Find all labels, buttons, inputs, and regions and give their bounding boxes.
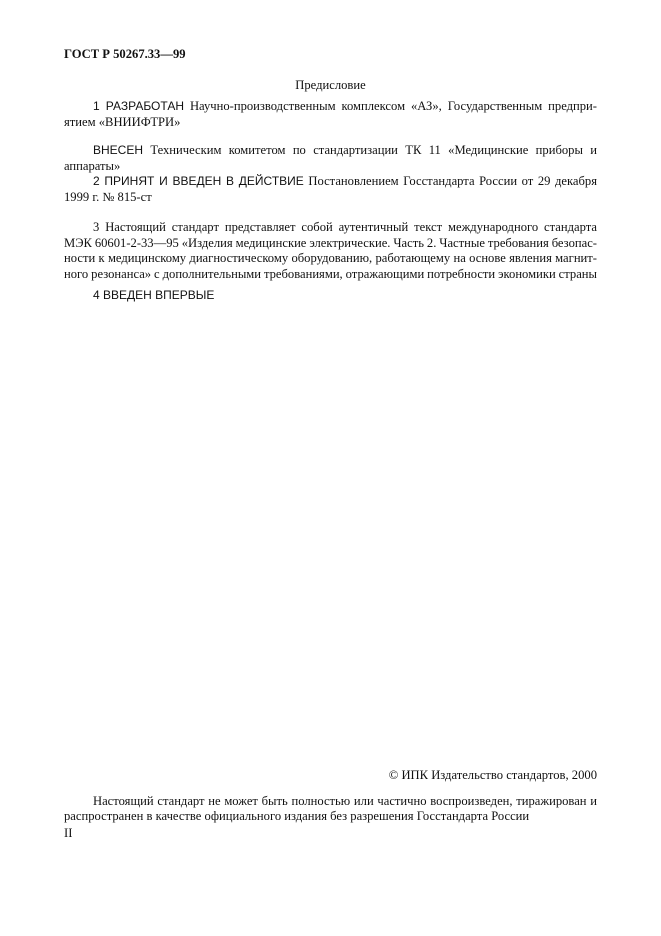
paragraph-text: Научно-производственным комплексом «АЗ», Государственным предпри-: [184, 99, 597, 113]
justified-line: [93, 143, 597, 158]
paragraph-1-line-2: ятием «ВНИИФТРИ»: [64, 115, 181, 129]
justified-line: 3 Настоящий стандарт представляет собой аутентичный текст международного стандарта: [93, 220, 597, 234]
paragraph-4-line-1: [64, 220, 597, 235]
paragraph-4-line-3: [64, 251, 597, 266]
notice-line-2: распространен в качестве официального издания без разрешения Госстандарта России: [64, 809, 530, 823]
paragraph-2-line-1: [64, 143, 597, 158]
copyright: © ИПК Издательство стандартов, 2000: [388, 768, 597, 782]
section-title: Предисловие: [295, 78, 366, 92]
paragraph-text: Постановлением Госстандарта России от 29 декабря: [303, 174, 598, 188]
paragraph-label: ВНЕСЕН: [93, 143, 144, 157]
justified-line: ности к медицинскому диагностическому оборудованию, работающему на основе явления магнит-: [64, 251, 597, 265]
paragraph-2-line-2: аппараты»: [64, 159, 121, 173]
paragraph-text: Техническим комитетом по стандартизации ТК 11 «Медицинские приборы и: [143, 143, 597, 157]
justified-line: Настоящий стандарт не может быть полностью или частично воспроизведен, тиражирован и: [93, 794, 597, 808]
paragraph-label: 1 РАЗРАБОТАН: [93, 99, 184, 113]
paragraph-5: [64, 288, 597, 303]
paragraph-4-line-4: [64, 267, 597, 282]
document-header: ГОСТ Р 50267.33—99: [64, 47, 186, 61]
justified-line: [93, 99, 597, 114]
justified-line: [93, 174, 597, 189]
justified-line: ного резонанса» с дополнительными требованиями, отражающими потребности экономики страны: [64, 267, 597, 281]
paragraph-label: 2 ПРИНЯТ И ВВЕДЕН В ДЕЙСТВИЕ: [93, 174, 304, 188]
paragraph-label: 4 ВВЕДЕН ВПЕРВЫЕ: [93, 288, 215, 302]
paragraph-3-line-1: [64, 174, 597, 189]
paragraph-4-line-2: [64, 236, 597, 251]
justified-line: МЭК 60601-2-33—95 «Изделия медицинские электрические. Часть 2. Частные требования безопас-: [64, 236, 597, 250]
paragraph-3-line-2: 1999 г. № 815-ст: [64, 190, 152, 204]
page-number: II: [64, 826, 73, 840]
paragraph-1-line-1: [64, 99, 597, 114]
notice-line-1: [64, 794, 597, 809]
